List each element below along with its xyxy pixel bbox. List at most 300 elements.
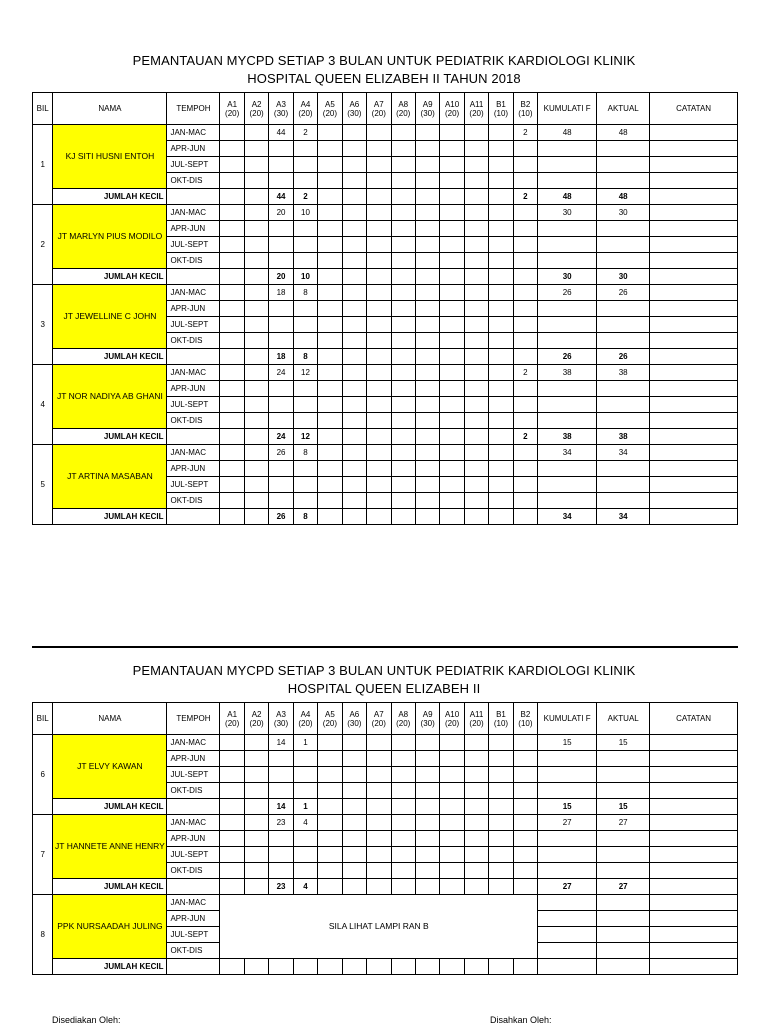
score-a7 [367, 445, 391, 461]
header-bil: BIL [33, 93, 53, 125]
catatan-cell [650, 221, 738, 237]
subtotal-b2 [513, 879, 537, 895]
score-a9 [415, 783, 439, 799]
aktual-value [597, 863, 650, 879]
score-a5 [318, 253, 342, 269]
score-a1 [220, 157, 244, 173]
catatan-cell [650, 815, 738, 831]
score-a4: 8 [293, 445, 317, 461]
score-a7 [367, 333, 391, 349]
header-bil: BIL [33, 703, 53, 735]
header-code: A1 [227, 709, 238, 719]
header-max-points: (30) [347, 718, 362, 728]
score-b1 [489, 365, 513, 381]
score-a2 [244, 413, 268, 429]
kumulatif-value [538, 863, 597, 879]
staff-number: 5 [33, 445, 53, 525]
subtotal-row [33, 349, 738, 365]
staff-name: JT NOR NADIYA AB GHANI [53, 365, 167, 429]
catatan-cell [650, 445, 738, 461]
score-a2 [244, 141, 268, 157]
subtotal-tempoh-cell [167, 509, 220, 525]
score-b1 [489, 333, 513, 349]
subtotal-a11 [464, 349, 488, 365]
score-a2 [244, 847, 268, 863]
score-a5 [318, 783, 342, 799]
score-a10 [440, 141, 464, 157]
catatan-cell [650, 863, 738, 879]
header-catatan: CATATAN [650, 93, 738, 125]
aktual-value [597, 221, 650, 237]
subtotal-a9 [415, 429, 439, 445]
period-label: JUL-SEPT [167, 397, 220, 413]
score-a3 [269, 221, 293, 237]
subtotal-a10 [440, 349, 464, 365]
section2-title [0, 662, 768, 698]
header-code: A3 [276, 99, 286, 109]
subtotal-a7 [367, 429, 391, 445]
score-b2 [513, 831, 537, 847]
subtotal-row [33, 429, 738, 445]
score-a5 [318, 863, 342, 879]
subtotal-a9 [415, 269, 439, 285]
staff-number: 1 [33, 125, 53, 205]
catatan-cell [650, 477, 738, 493]
subtotal-a10 [440, 189, 464, 205]
score-a6 [342, 157, 366, 173]
score-a7 [367, 237, 391, 253]
subtotal-a1 [220, 509, 244, 525]
score-a11 [464, 285, 488, 301]
catatan-cell [650, 751, 738, 767]
subtotal-aktual: 30 [597, 269, 650, 285]
score-a8 [391, 301, 415, 317]
catatan-cell [650, 397, 738, 413]
see-attachment-note: SILA LIHAT LAMPI RAN B [220, 895, 538, 959]
score-b1 [489, 173, 513, 189]
score-b1 [489, 413, 513, 429]
subtotal-label: JUMLAH KECIL [53, 959, 167, 975]
score-a6 [342, 285, 366, 301]
subtotal-a3: 23 [269, 879, 293, 895]
score-a1 [220, 381, 244, 397]
score-a11 [464, 333, 488, 349]
score-a6 [342, 445, 366, 461]
subtotal-kumulatif: 27 [538, 879, 597, 895]
score-a4 [293, 173, 317, 189]
score-a9 [415, 333, 439, 349]
header-code: A7 [373, 709, 384, 719]
subtotal-catatan [650, 959, 738, 975]
staff-name: JT JEWELLINE C JOHN [53, 285, 167, 349]
score-b1 [489, 815, 513, 831]
score-a1 [220, 317, 244, 333]
score-a5 [318, 413, 342, 429]
score-a8 [391, 815, 415, 831]
score-a9 [415, 381, 439, 397]
score-a3: 44 [269, 125, 293, 141]
header-b2 [513, 703, 537, 735]
score-a7 [367, 461, 391, 477]
subtotal-catatan [650, 429, 738, 445]
period-label: APR-JUN [167, 141, 220, 157]
score-b2 [513, 301, 537, 317]
subtotal-a8 [391, 509, 415, 525]
score-a10 [440, 365, 464, 381]
kumulatif-value [538, 157, 597, 173]
subtotal-a3: 18 [269, 349, 293, 365]
score-a3: 23 [269, 815, 293, 831]
subtotal-row [33, 959, 738, 975]
subtotal-row [33, 799, 738, 815]
score-b1 [489, 783, 513, 799]
score-a8 [391, 157, 415, 173]
score-a4: 4 [293, 815, 317, 831]
subtotal-a5 [318, 349, 342, 365]
subtotal-label: JUMLAH KECIL [53, 509, 167, 525]
score-a6 [342, 863, 366, 879]
header-max-points: (30) [420, 108, 435, 118]
score-a11 [464, 253, 488, 269]
header-b2 [513, 93, 537, 125]
score-b2 [513, 767, 537, 783]
score-a6 [342, 301, 366, 317]
period-label: JAN-MAC [167, 815, 220, 831]
score-a1 [220, 173, 244, 189]
score-a9 [415, 205, 439, 221]
score-a7 [367, 493, 391, 509]
score-a9 [415, 141, 439, 157]
score-b1 [489, 221, 513, 237]
score-a2 [244, 173, 268, 189]
subtotal-catatan [650, 879, 738, 895]
header-max-points: (20) [322, 718, 338, 728]
score-b1 [489, 157, 513, 173]
catatan-cell [650, 365, 738, 381]
subtotal-a4: 8 [293, 509, 317, 525]
score-a4 [293, 767, 317, 783]
header-code: A3 [276, 709, 286, 719]
score-a2 [244, 477, 268, 493]
header-code: A6 [349, 99, 360, 109]
subtotal-a9 [415, 509, 439, 525]
score-a11 [464, 477, 488, 493]
score-a7 [367, 253, 391, 269]
aktual-value [597, 477, 650, 493]
header-kumulatif: KUMULATI F [538, 93, 597, 125]
kumulatif-value [538, 141, 597, 157]
score-a6 [342, 831, 366, 847]
period-label: JUL-SEPT [167, 237, 220, 253]
subtotal-b2: 2 [513, 429, 537, 445]
period-label: JAN-MAC [167, 125, 220, 141]
aktual-value [597, 751, 650, 767]
aktual-value: 34 [597, 445, 650, 461]
period-label: APR-JUN [167, 381, 220, 397]
header-code: A9 [422, 99, 433, 109]
score-a5 [318, 125, 342, 141]
score-a1 [220, 461, 244, 477]
period-label: APR-JUN [167, 221, 220, 237]
score-a8 [391, 237, 415, 253]
score-a4: 2 [293, 125, 317, 141]
subtotal-a7 [367, 509, 391, 525]
score-a6 [342, 173, 366, 189]
header-max-points: (10) [493, 718, 509, 728]
subtotal-a7 [367, 879, 391, 895]
subtotal-catatan [650, 269, 738, 285]
score-a1 [220, 237, 244, 253]
header-a10 [440, 93, 464, 125]
subtotal-row [33, 509, 738, 525]
subtotal-a1 [220, 349, 244, 365]
header-max-points: (20) [396, 718, 411, 728]
score-a4 [293, 751, 317, 767]
kumulatif-value [538, 847, 597, 863]
catatan-cell [650, 381, 738, 397]
score-a8 [391, 847, 415, 863]
aktual-value: 27 [597, 815, 650, 831]
mycpd-table-2018 [32, 92, 738, 525]
score-a5 [318, 317, 342, 333]
score-a8 [391, 221, 415, 237]
score-a4 [293, 237, 317, 253]
score-a7 [367, 221, 391, 237]
subtotal-a3: 44 [269, 189, 293, 205]
header-kumulatif: KUMULATI F [538, 703, 597, 735]
header-code: A9 [422, 709, 433, 719]
score-a5 [318, 365, 342, 381]
period-label: APR-JUN [167, 301, 220, 317]
score-a9 [415, 253, 439, 269]
score-a2 [244, 461, 268, 477]
score-a7 [367, 477, 391, 493]
score-a10 [440, 751, 464, 767]
score-b1 [489, 751, 513, 767]
score-a1 [220, 493, 244, 509]
period-label: JUL-SEPT [167, 317, 220, 333]
score-b1 [489, 285, 513, 301]
score-b1 [489, 493, 513, 509]
header-max-points: (30) [273, 108, 289, 118]
subtotal-row [33, 879, 738, 895]
score-a7 [367, 783, 391, 799]
score-a2 [244, 205, 268, 221]
subtotal-a8 [391, 269, 415, 285]
kumulatif-value [538, 477, 597, 493]
score-a9 [415, 317, 439, 333]
aktual-value [597, 381, 650, 397]
subtotal-label: JUMLAH KECIL [53, 429, 167, 445]
header-row [33, 93, 738, 125]
score-b1 [489, 767, 513, 783]
aktual-value [597, 301, 650, 317]
score-a9 [415, 125, 439, 141]
subtotal-a4: 4 [293, 879, 317, 895]
period-label: JAN-MAC [167, 285, 220, 301]
subtotal-kumulatif [538, 959, 597, 975]
aktual-value [597, 943, 650, 959]
score-a1 [220, 365, 244, 381]
subtotal-a6 [342, 959, 366, 975]
score-a11 [464, 397, 488, 413]
score-a1 [220, 141, 244, 157]
subtotal-a8 [391, 349, 415, 365]
score-a7 [367, 751, 391, 767]
catatan-cell [650, 911, 738, 927]
score-a6 [342, 735, 366, 751]
subtotal-a5 [318, 509, 342, 525]
score-a4 [293, 381, 317, 397]
header-nama: NAMA [53, 703, 167, 735]
aktual-value: 26 [597, 285, 650, 301]
score-a5 [318, 445, 342, 461]
subtotal-a6 [342, 269, 366, 285]
period-label: JUL-SEPT [167, 477, 220, 493]
header-code: A8 [398, 99, 409, 109]
score-a2 [244, 493, 268, 509]
catatan-cell [650, 767, 738, 783]
score-a8 [391, 333, 415, 349]
kumulatif-value: 48 [538, 125, 597, 141]
section1-title-line2: HOSPITAL QUEEN ELIZABEH II TAHUN 2018 [247, 71, 521, 86]
period-label: JAN-MAC [167, 445, 220, 461]
score-a8 [391, 253, 415, 269]
score-b2 [513, 381, 537, 397]
aktual-value [597, 253, 650, 269]
subtotal-a10 [440, 959, 464, 975]
score-b2 [513, 735, 537, 751]
approved-by-label: Disahkan Oleh: [490, 1015, 552, 1025]
score-a3 [269, 317, 293, 333]
score-a5 [318, 381, 342, 397]
score-a1 [220, 413, 244, 429]
score-a2 [244, 735, 268, 751]
score-b2 [513, 205, 537, 221]
subtotal-catatan [650, 799, 738, 815]
header-max-points: (30) [347, 108, 362, 118]
score-a6 [342, 365, 366, 381]
header-code: A8 [398, 709, 409, 719]
score-a7 [367, 141, 391, 157]
period-label: JAN-MAC [167, 735, 220, 751]
header-a1 [220, 93, 244, 125]
score-b2 [513, 445, 537, 461]
score-a9 [415, 173, 439, 189]
score-a3: 18 [269, 285, 293, 301]
score-a10 [440, 253, 464, 269]
subtotal-a2 [244, 799, 268, 815]
header-tempoh: TEMPOH [167, 703, 220, 735]
score-a2 [244, 237, 268, 253]
period-row [33, 895, 738, 911]
score-a3 [269, 237, 293, 253]
score-a10 [440, 735, 464, 751]
score-a4 [293, 863, 317, 879]
kumulatif-value [538, 317, 597, 333]
score-b2 [513, 285, 537, 301]
score-a1 [220, 831, 244, 847]
aktual-value [597, 413, 650, 429]
score-a4 [293, 221, 317, 237]
subtotal-a7 [367, 799, 391, 815]
score-a7 [367, 735, 391, 751]
score-a8 [391, 767, 415, 783]
score-a9 [415, 831, 439, 847]
header-max-points: (20) [444, 718, 460, 728]
aktual-value: 48 [597, 125, 650, 141]
score-b2: 2 [513, 365, 537, 381]
subtotal-b1 [489, 879, 513, 895]
score-a7 [367, 317, 391, 333]
subtotal-a3: 20 [269, 269, 293, 285]
score-a2 [244, 397, 268, 413]
aktual-value [597, 173, 650, 189]
subtotal-a9 [415, 879, 439, 895]
aktual-value [597, 493, 650, 509]
staff-number: 8 [33, 895, 53, 975]
score-a1 [220, 445, 244, 461]
subtotal-a4: 1 [293, 799, 317, 815]
catatan-cell [650, 735, 738, 751]
aktual-value [597, 317, 650, 333]
period-row [33, 125, 738, 141]
score-a10 [440, 333, 464, 349]
subtotal-catatan [650, 189, 738, 205]
catatan-cell [650, 205, 738, 221]
kumulatif-value [538, 221, 597, 237]
header-max-points: (20) [298, 108, 313, 118]
kumulatif-value [538, 751, 597, 767]
header-max-points: (20) [225, 108, 240, 118]
score-a3 [269, 413, 293, 429]
header-code: A4 [300, 709, 311, 719]
score-a1 [220, 205, 244, 221]
score-b1 [489, 445, 513, 461]
kumulatif-value: 27 [538, 815, 597, 831]
score-a8 [391, 141, 415, 157]
header-code: A2 [251, 99, 262, 109]
score-a11 [464, 413, 488, 429]
section2-title-line2: HOSPITAL QUEEN ELIZABEH II [287, 681, 481, 696]
header-code: A10 [444, 709, 460, 719]
subtotal-tempoh-cell [167, 189, 220, 205]
aktual-value [597, 237, 650, 253]
score-b2 [513, 173, 537, 189]
score-b2 [513, 477, 537, 493]
period-label: APR-JUN [167, 831, 220, 847]
period-label: JUL-SEPT [167, 767, 220, 783]
score-a8 [391, 493, 415, 509]
subtotal-kumulatif: 48 [538, 189, 597, 205]
staff-name: JT ARTINA MASABAN [53, 445, 167, 509]
header-tempoh: TEMPOH [167, 93, 220, 125]
header-a6 [342, 93, 366, 125]
kumulatif-value [538, 413, 597, 429]
period-label: OKT-DIS [167, 783, 220, 799]
score-a10 [440, 157, 464, 173]
subtotal-label: JUMLAH KECIL [53, 269, 167, 285]
subtotal-a5 [318, 189, 342, 205]
score-a8 [391, 477, 415, 493]
score-b2 [513, 333, 537, 349]
score-a6 [342, 381, 366, 397]
header-max-points: (30) [420, 718, 435, 728]
score-a11 [464, 381, 488, 397]
catatan-cell [650, 927, 738, 943]
score-a8 [391, 365, 415, 381]
aktual-value: 30 [597, 205, 650, 221]
